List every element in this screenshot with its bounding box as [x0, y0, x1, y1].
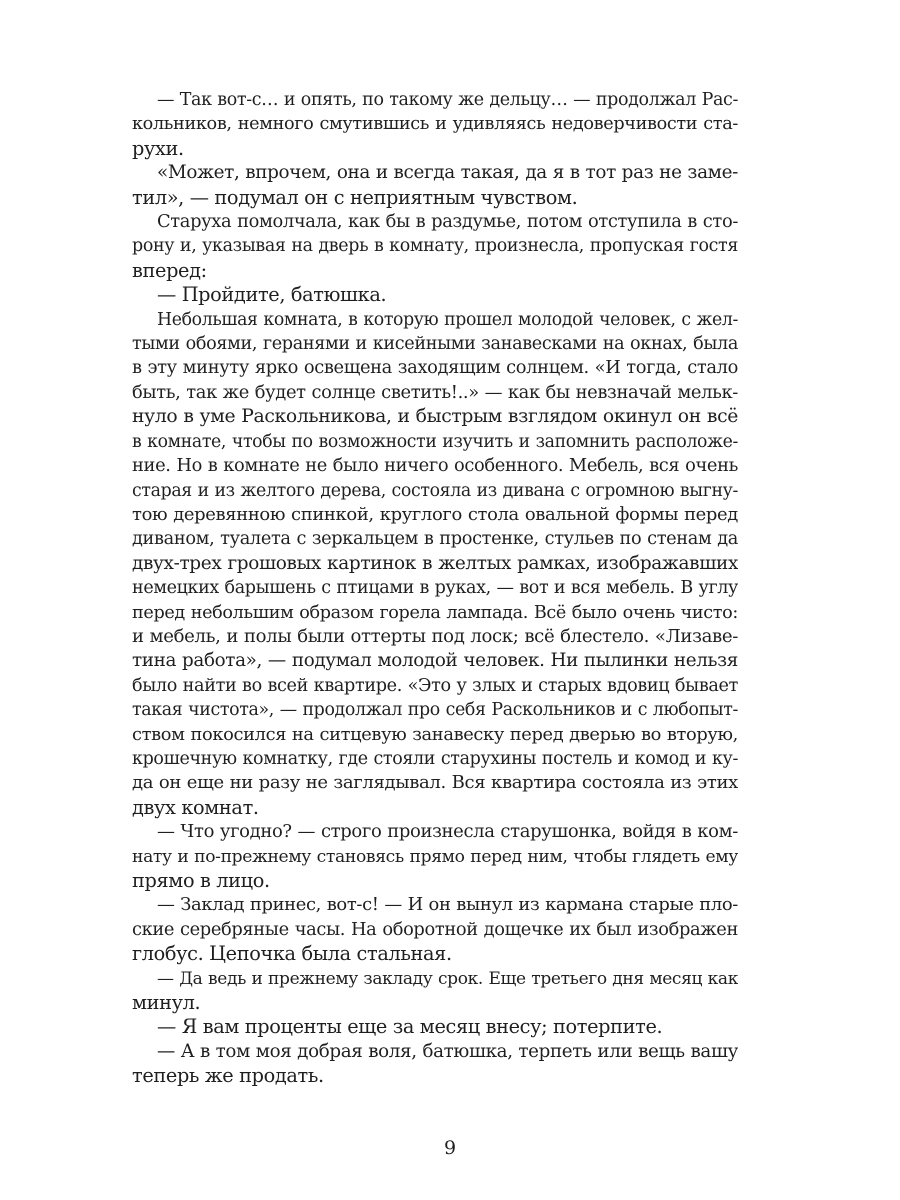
- text-line: да он еще ни разу не заглядывал. Вся квартира состояла из этих: [132, 772, 738, 794]
- text-line: такая чистота», — продолжал про себя Раскольников и с любопыт-: [132, 700, 738, 721]
- paragraph: [132, 893, 738, 966]
- page-number: 9: [443, 1137, 457, 1159]
- text-line: ние. Но в комнате не было ничего особенного. Мебель, вся очень: [132, 455, 738, 477]
- text-line: тыми обоями, геранями и кисейными занавесками на окнах, была: [132, 334, 738, 355]
- text-line: теперь же продать.: [132, 1064, 324, 1088]
- text-line: быть, так же будет солнце светить!..» — как бы невзначай мельк-: [132, 381, 738, 403]
- text-line: ские серебряные часы. На оборотной дощечке их был изображен: [132, 918, 738, 940]
- text-line: кольников, немного смутившись и удивляясь недоверчивости ста-: [132, 114, 738, 135]
- text-line: нату и по-прежнему становясь прямо перед ним, чтобы глядеть ему: [132, 846, 738, 867]
- text-line: минул.: [132, 991, 201, 1015]
- body-text: [132, 88, 738, 1089]
- text-line: глобус. Цепочка была стальная.: [132, 942, 452, 966]
- paragraph: [132, 88, 738, 161]
- text-line: крошечную комнатку, где стояли старухины постель и комод и ку-: [132, 748, 738, 769]
- text-line: рухи.: [132, 136, 184, 160]
- text-line: в эту минуту ярко освещена заходящим солнцем. «И тогда, стало: [132, 357, 738, 379]
- text-line: немецких барышень с птицами в руках, — вот и вся мебель. В углу: [132, 578, 738, 599]
- text-line: перед небольшим образом горела лампада. Всё было очень чисто:: [132, 602, 738, 623]
- paragraph: [132, 1040, 738, 1089]
- text-line: — Пройдите, батюшка.: [157, 283, 387, 307]
- text-line: ством покосился на ситцевую занавеску перед дверью во вторую,: [132, 723, 738, 745]
- text-line: — Да ведь и прежнему закладу срок. Еще третьего дня месяц как: [157, 968, 738, 989]
- text-line: диваном, туалета с зеркальцем в простенке, стульев по стенам да: [132, 529, 738, 550]
- paragraph: [132, 967, 738, 1016]
- paragraph: [132, 283, 738, 307]
- text-line: и мебель, и полы были оттерты под лоск; всё блестело. «Лизаве-: [132, 625, 738, 647]
- text-line: нуло в уме Раскольникова, и быстрым взглядом окинул он всё: [132, 406, 738, 428]
- text-line: прямо в лицо.: [132, 869, 270, 892]
- text-line: — Так вот-с… и опять, по такому же дельцу… — продолжал Рас-: [157, 90, 738, 110]
- text-line: было найти во всей квартире. «Это у злых и старых вдовиц бывает: [132, 675, 738, 696]
- text-line: тою деревянною спинкой, круглого стола овальной формы перед: [132, 503, 738, 525]
- paragraph: [132, 1015, 738, 1039]
- text-line: тил», — подумал он с неприятным чувством.: [132, 185, 578, 209]
- text-line: — Я вам проценты еще за месяц внесу; потерпите.: [157, 1015, 663, 1039]
- text-line: Старуха помолчала, как бы в раздумье, потом отступила в сто-: [157, 211, 738, 233]
- text-line: — А в том моя добрая воля, батюшка, терпеть или вещь вашу: [157, 1040, 738, 1062]
- text-line: двух-трех грошовых картинок в желтых рамках, изображавших: [132, 552, 738, 574]
- paragraph: [132, 820, 738, 893]
- text-line: «Может, впрочем, она и всегда такая, да я в тот раз не заме-: [157, 162, 738, 184]
- paragraph: [132, 161, 738, 210]
- paragraph: [132, 308, 738, 821]
- text-line: двух комнат.: [132, 795, 259, 819]
- text-line: тина работа», — подумал молодой человек. Ни пылинки нельзя: [132, 650, 738, 672]
- text-line: — Заклад принес, вот-с! — И он вынул из кармана старые пло-: [157, 894, 738, 916]
- text-line: в комнате, чтобы по возможности изучить и запомнить расположе-: [132, 431, 738, 452]
- text-line: вперед:: [132, 258, 207, 282]
- text-line: Небольшая комната, в которую прошел молодой человек, с жел-: [157, 309, 738, 330]
- text-line: старая и из желтого дерева, состояла из дивана с огромною выгну-: [132, 480, 738, 501]
- text-line: — Что угодно? — строго произнесла старушонка, войдя в ком-: [157, 821, 738, 843]
- text-line: рону и, указывая на дверь в комнату, произнесла, пропуская гостя: [132, 236, 738, 257]
- paragraph: [132, 210, 738, 283]
